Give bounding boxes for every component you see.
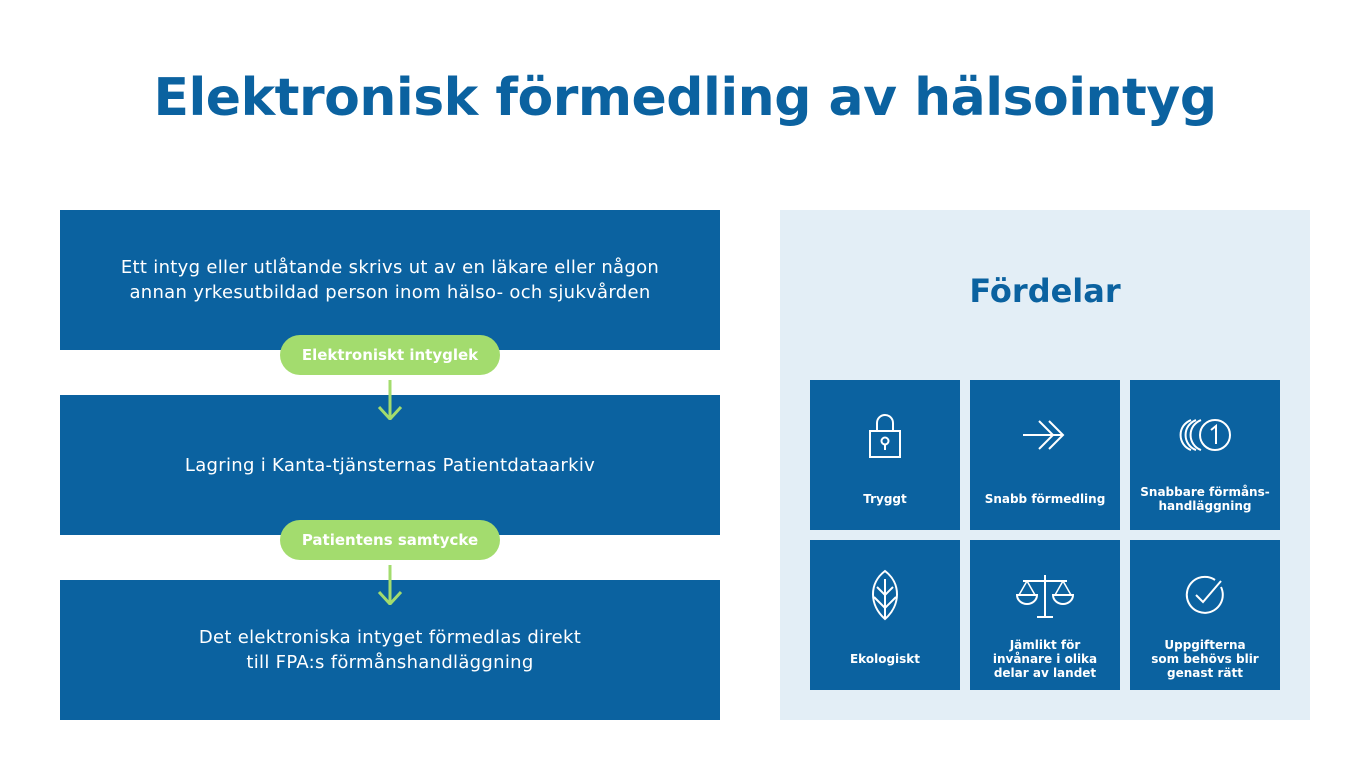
tile-label: Ekologiskt [849,652,921,666]
tile-label: Uppgifterna som behövs blir genast rätt [1151,638,1259,680]
step-text: Lagring i Kanta-tjänsternas Patientdataarkiv [184,454,596,476]
tile-label: Snabbare förmåns- handläggning [1140,485,1270,513]
lock-icon [855,405,915,465]
advantage-tile [1130,380,1280,530]
step-issue-certificate [60,210,720,350]
step-text: Ett intyg eller utlåtande skrivs ut av en läkare eller någon annan yrkesutbildad person inom hälso- och sjukvården [120,257,660,303]
step-text: Det elektroniska intyget förmedlas direkt till FPA:s förmånshandläggning [198,627,582,673]
tile-label: Jämlikt för invånare i olika delar av landet [992,638,1098,680]
leaf-icon [855,565,915,625]
connector-pill: Elektroniskt intyglek [280,335,500,375]
advantage-tile [810,380,960,530]
advantage-tile [970,540,1120,690]
arrow-down-icon [376,565,404,605]
rings-one-icon [1175,405,1235,465]
tile-label: Snabb förmedling [984,492,1106,506]
advantages-title: Fördelar [969,272,1121,310]
tile-label: Tryggt [863,492,907,506]
arrow-down-icon [376,380,404,420]
advantage-tile [1130,540,1280,690]
page-title: Elektronisk förmedling av hälsointyg [153,68,1217,128]
check-circle-icon [1175,565,1235,625]
advantage-tile [970,380,1120,530]
advantage-tile [810,540,960,690]
connector-pill: Patientens samtycke [280,520,500,560]
scale-icon [1015,565,1075,625]
double-arrow-icon [1015,405,1075,465]
